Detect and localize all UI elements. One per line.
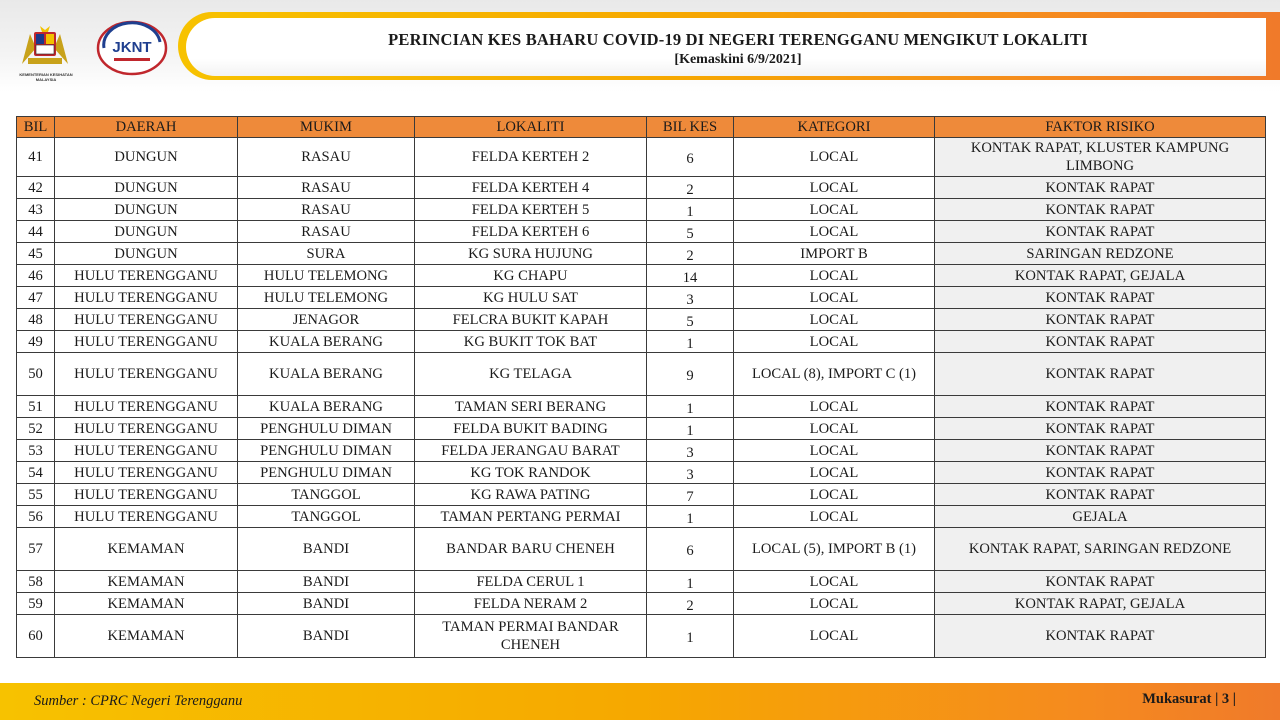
cell-kategori: LOCAL bbox=[734, 309, 935, 331]
table-row bbox=[17, 243, 1266, 265]
cell-lokaliti: KG CHAPU bbox=[415, 265, 647, 287]
cell-bil-kes-value: 9 bbox=[686, 368, 694, 384]
cell-mukim: PENGHULU DIMAN bbox=[238, 462, 415, 484]
source-note: Sumber : CPRC Negeri Terengganu bbox=[34, 693, 243, 709]
cell-faktor-risiko: KONTAK RAPAT bbox=[935, 221, 1266, 243]
cell-mukim: TANGGOL bbox=[238, 506, 415, 528]
cell-bil: 44 bbox=[17, 221, 55, 243]
cell-faktor-risiko: KONTAK RAPAT bbox=[935, 199, 1266, 221]
cell-mukim: KUALA BERANG bbox=[238, 331, 415, 353]
table-row bbox=[17, 593, 1266, 615]
cell-bil: 47 bbox=[17, 287, 55, 309]
cell-mukim: KUALA BERANG bbox=[238, 353, 415, 396]
cell-bil: 54 bbox=[17, 462, 55, 484]
cell-lokaliti: FELDA KERTEH 2 bbox=[415, 138, 647, 177]
column-header: FAKTOR RISIKO bbox=[935, 117, 1266, 138]
table-row bbox=[17, 265, 1266, 287]
table-row bbox=[17, 506, 1266, 528]
table-row bbox=[17, 571, 1266, 593]
cell-lokaliti: KG TOK RANDOK bbox=[415, 462, 647, 484]
cell-faktor-risiko: KONTAK RAPAT, GEJALA bbox=[935, 593, 1266, 615]
cell-bil-kes bbox=[647, 506, 734, 528]
table-row bbox=[17, 138, 1266, 177]
cell-kategori: LOCAL bbox=[734, 571, 935, 593]
cell-bil-kes-value: 1 bbox=[686, 335, 694, 352]
cell-faktor-risiko: KONTAK RAPAT bbox=[935, 353, 1266, 396]
cell-kategori: LOCAL bbox=[734, 199, 935, 221]
ministry-caption: KEMENTERIAN KESIHATAN MALAYSIA bbox=[19, 72, 73, 82]
cell-kategori: LOCAL bbox=[734, 440, 935, 462]
table-row bbox=[17, 309, 1266, 331]
cell-daerah: KEMAMAN bbox=[55, 571, 238, 593]
cell-kategori: LOCAL bbox=[734, 177, 935, 199]
cell-bil: 51 bbox=[17, 396, 55, 418]
cell-bil-kes-value: 2 bbox=[686, 247, 694, 264]
table-row bbox=[17, 484, 1266, 506]
cell-daerah: HULU TERENGGANU bbox=[55, 506, 238, 528]
cell-lokaliti: FELDA KERTEH 5 bbox=[415, 199, 647, 221]
jknt-logo-icon bbox=[96, 20, 168, 76]
table-row bbox=[17, 287, 1266, 309]
cases-table bbox=[16, 116, 1266, 658]
cell-mukim: HULU TELEMONG bbox=[238, 265, 415, 287]
cell-mukim: RASAU bbox=[238, 177, 415, 199]
page-number: Mukasurat | 3 | bbox=[1142, 691, 1236, 707]
cell-bil: 46 bbox=[17, 265, 55, 287]
cell-faktor-risiko: KONTAK RAPAT bbox=[935, 615, 1266, 658]
table-row bbox=[17, 462, 1266, 484]
cell-bil-kes-value: 14 bbox=[682, 269, 698, 286]
cell-bil-kes-value: 1 bbox=[686, 575, 694, 592]
cell-bil-kes bbox=[647, 396, 734, 418]
cell-faktor-risiko: SARINGAN REDZONE bbox=[935, 243, 1266, 265]
cell-mukim: PENGHULU DIMAN bbox=[238, 418, 415, 440]
cell-daerah: HULU TERENGGANU bbox=[55, 484, 238, 506]
cell-bil-kes-value: 6 bbox=[686, 543, 694, 559]
cell-faktor-risiko: KONTAK RAPAT bbox=[935, 462, 1266, 484]
cell-bil-kes-value: 1 bbox=[686, 400, 694, 417]
cell-bil-kes bbox=[647, 418, 734, 440]
table-row bbox=[17, 177, 1266, 199]
table-row bbox=[17, 331, 1266, 353]
cell-mukim: HULU TELEMONG bbox=[238, 287, 415, 309]
cell-faktor-risiko: KONTAK RAPAT bbox=[935, 396, 1266, 418]
cell-mukim: BANDI bbox=[238, 528, 415, 571]
cell-bil-kes-value: 3 bbox=[686, 291, 694, 308]
cell-lokaliti: FELDA BUKIT BADING bbox=[415, 418, 647, 440]
cell-kategori: LOCAL bbox=[734, 615, 935, 658]
cell-daerah: KEMAMAN bbox=[55, 528, 238, 571]
malaysia-crest-icon bbox=[16, 24, 74, 70]
cell-daerah: HULU TERENGGANU bbox=[55, 353, 238, 396]
cell-lokaliti: TAMAN SERI BERANG bbox=[415, 396, 647, 418]
table-row bbox=[17, 615, 1266, 658]
table-row bbox=[17, 221, 1266, 243]
table-row bbox=[17, 396, 1266, 418]
cell-bil: 52 bbox=[17, 418, 55, 440]
cell-bil-kes-value: 7 bbox=[686, 488, 694, 505]
cell-faktor-risiko: KONTAK RAPAT bbox=[935, 287, 1266, 309]
cell-daerah: HULU TERENGGANU bbox=[55, 287, 238, 309]
table-row bbox=[17, 528, 1266, 571]
cell-mukim: JENAGOR bbox=[238, 309, 415, 331]
cell-daerah: HULU TERENGGANU bbox=[55, 440, 238, 462]
page-title: PERINCIAN KES BAHARU COVID-19 DI NEGERI TERENGGANU MENGIKUT LOKALITI bbox=[388, 30, 1088, 49]
cell-kategori: LOCAL bbox=[734, 265, 935, 287]
cell-bil-kes bbox=[647, 462, 734, 484]
table-header-row bbox=[17, 117, 1266, 138]
cell-faktor-risiko: KONTAK RAPAT, KLUSTER KAMPUNG LIMBONG bbox=[935, 138, 1266, 177]
cell-bil-kes-value: 5 bbox=[686, 313, 694, 330]
cell-bil-kes bbox=[647, 571, 734, 593]
cell-bil: 60 bbox=[17, 615, 55, 658]
cell-faktor-risiko: KONTAK RAPAT bbox=[935, 571, 1266, 593]
cell-bil: 58 bbox=[17, 571, 55, 593]
update-date: [Kemaskini 6/9/2021] bbox=[674, 52, 802, 67]
cell-mukim: RASAU bbox=[238, 221, 415, 243]
cell-bil-kes-value: 1 bbox=[686, 203, 694, 220]
cell-daerah: HULU TERENGGANU bbox=[55, 309, 238, 331]
cell-bil: 56 bbox=[17, 506, 55, 528]
cell-daerah: HULU TERENGGANU bbox=[55, 462, 238, 484]
cell-mukim: PENGHULU DIMAN bbox=[238, 440, 415, 462]
cell-kategori: LOCAL bbox=[734, 593, 935, 615]
cell-bil: 48 bbox=[17, 309, 55, 331]
cell-mukim: BANDI bbox=[238, 615, 415, 658]
cell-mukim: RASAU bbox=[238, 138, 415, 177]
cell-faktor-risiko: KONTAK RAPAT bbox=[935, 331, 1266, 353]
table-row bbox=[17, 440, 1266, 462]
cell-bil: 41 bbox=[17, 138, 55, 177]
cell-daerah: HULU TERENGGANU bbox=[55, 265, 238, 287]
cell-bil-kes bbox=[647, 615, 734, 658]
cell-bil-kes bbox=[647, 593, 734, 615]
cell-lokaliti: FELDA NERAM 2 bbox=[415, 593, 647, 615]
cell-bil: 59 bbox=[17, 593, 55, 615]
cell-lokaliti: FELCRA BUKIT KAPAH bbox=[415, 309, 647, 331]
cell-bil-kes-value: 1 bbox=[686, 422, 694, 439]
cell-lokaliti: KG RAWA PATING bbox=[415, 484, 647, 506]
cell-mukim: KUALA BERANG bbox=[238, 396, 415, 418]
jknt-logo-text: JKNT bbox=[112, 39, 152, 56]
cell-lokaliti: KG BUKIT TOK BAT bbox=[415, 331, 647, 353]
cell-faktor-risiko: KONTAK RAPAT bbox=[935, 418, 1266, 440]
cell-mukim: TANGGOL bbox=[238, 484, 415, 506]
cell-kategori: LOCAL bbox=[734, 221, 935, 243]
cell-bil: 50 bbox=[17, 353, 55, 396]
cell-lokaliti: FELDA CERUL 1 bbox=[415, 571, 647, 593]
column-header: BIL bbox=[17, 117, 55, 138]
cell-lokaliti: KG TELAGA bbox=[415, 353, 647, 396]
cell-daerah: HULU TERENGGANU bbox=[55, 396, 238, 418]
cell-faktor-risiko: KONTAK RAPAT bbox=[935, 309, 1266, 331]
cell-daerah: DUNGUN bbox=[55, 177, 238, 199]
cell-lokaliti: TAMAN PERTANG PERMAI bbox=[415, 506, 647, 528]
cell-bil: 45 bbox=[17, 243, 55, 265]
cell-daerah: DUNGUN bbox=[55, 221, 238, 243]
cell-bil-kes bbox=[647, 243, 734, 265]
column-header: LOKALITI bbox=[415, 117, 647, 138]
cell-bil: 53 bbox=[17, 440, 55, 462]
cell-bil-kes-value: 1 bbox=[686, 630, 694, 646]
cell-lokaliti: FELDA KERTEH 4 bbox=[415, 177, 647, 199]
cell-kategori: IMPORT B bbox=[734, 243, 935, 265]
cell-bil-kes bbox=[647, 331, 734, 353]
cell-kategori: LOCAL (8), IMPORT C (1) bbox=[734, 353, 935, 396]
cell-kategori: LOCAL bbox=[734, 331, 935, 353]
cell-lokaliti: BANDAR BARU CHENEH bbox=[415, 528, 647, 571]
cell-bil-kes bbox=[647, 309, 734, 331]
cell-daerah: DUNGUN bbox=[55, 243, 238, 265]
cell-kategori: LOCAL bbox=[734, 418, 935, 440]
cell-bil-kes bbox=[647, 221, 734, 243]
cell-kategori: LOCAL (5), IMPORT B (1) bbox=[734, 528, 935, 571]
table-row bbox=[17, 199, 1266, 221]
column-header: MUKIM bbox=[238, 117, 415, 138]
cell-daerah: HULU TERENGGANU bbox=[55, 331, 238, 353]
cell-bil-kes bbox=[647, 265, 734, 287]
cell-bil-kes bbox=[647, 353, 734, 396]
cell-kategori: LOCAL bbox=[734, 484, 935, 506]
cell-bil: 42 bbox=[17, 177, 55, 199]
cell-bil-kes bbox=[647, 440, 734, 462]
cell-kategori: LOCAL bbox=[734, 287, 935, 309]
cell-faktor-risiko: KONTAK RAPAT bbox=[935, 440, 1266, 462]
cell-kategori: LOCAL bbox=[734, 506, 935, 528]
column-header: DAERAH bbox=[55, 117, 238, 138]
cell-daerah: HULU TERENGGANU bbox=[55, 418, 238, 440]
table-row bbox=[17, 418, 1266, 440]
column-header: KATEGORI bbox=[734, 117, 935, 138]
column-header: BIL KES bbox=[647, 117, 734, 138]
cell-lokaliti: TAMAN PERMAI BANDAR CHENEH bbox=[415, 615, 647, 658]
cell-bil-kes bbox=[647, 484, 734, 506]
cell-daerah: DUNGUN bbox=[55, 199, 238, 221]
cell-faktor-risiko: KONTAK RAPAT bbox=[935, 177, 1266, 199]
cell-faktor-risiko: GEJALA bbox=[935, 506, 1266, 528]
cell-lokaliti: FELDA KERTEH 6 bbox=[415, 221, 647, 243]
cell-kategori: LOCAL bbox=[734, 462, 935, 484]
cell-bil: 43 bbox=[17, 199, 55, 221]
cell-mukim: RASAU bbox=[238, 199, 415, 221]
cell-bil-kes bbox=[647, 528, 734, 571]
cell-bil-kes-value: 2 bbox=[686, 597, 694, 614]
cell-bil: 49 bbox=[17, 331, 55, 353]
cell-mukim: SURA bbox=[238, 243, 415, 265]
cell-daerah: DUNGUN bbox=[55, 138, 238, 177]
cell-kategori: LOCAL bbox=[734, 138, 935, 177]
cell-bil-kes-value: 2 bbox=[686, 181, 694, 198]
cell-mukim: BANDI bbox=[238, 593, 415, 615]
cell-bil: 57 bbox=[17, 528, 55, 571]
cell-bil-kes-value: 3 bbox=[686, 466, 694, 483]
cell-bil-kes bbox=[647, 287, 734, 309]
cell-faktor-risiko: KONTAK RAPAT, SARINGAN REDZONE bbox=[935, 528, 1266, 571]
cell-bil-kes bbox=[647, 177, 734, 199]
cell-bil-kes bbox=[647, 199, 734, 221]
cell-daerah: KEMAMAN bbox=[55, 615, 238, 658]
logo-group bbox=[12, 20, 162, 80]
cell-faktor-risiko: KONTAK RAPAT bbox=[935, 484, 1266, 506]
cell-daerah: KEMAMAN bbox=[55, 593, 238, 615]
cell-bil: 55 bbox=[17, 484, 55, 506]
cell-kategori: LOCAL bbox=[734, 396, 935, 418]
cell-bil-kes-value: 3 bbox=[686, 444, 694, 461]
cell-bil-kes-value: 5 bbox=[686, 225, 694, 242]
cell-bil-kes-value: 6 bbox=[686, 151, 694, 167]
cell-lokaliti: KG HULU SAT bbox=[415, 287, 647, 309]
cell-bil-kes-value: 1 bbox=[686, 510, 694, 527]
table-row bbox=[17, 353, 1266, 396]
cell-bil-kes bbox=[647, 138, 734, 177]
cell-lokaliti: FELDA JERANGAU BARAT bbox=[415, 440, 647, 462]
cell-mukim: BANDI bbox=[238, 571, 415, 593]
cell-faktor-risiko: KONTAK RAPAT, GEJALA bbox=[935, 265, 1266, 287]
cell-lokaliti: KG SURA HUJUNG bbox=[415, 243, 647, 265]
